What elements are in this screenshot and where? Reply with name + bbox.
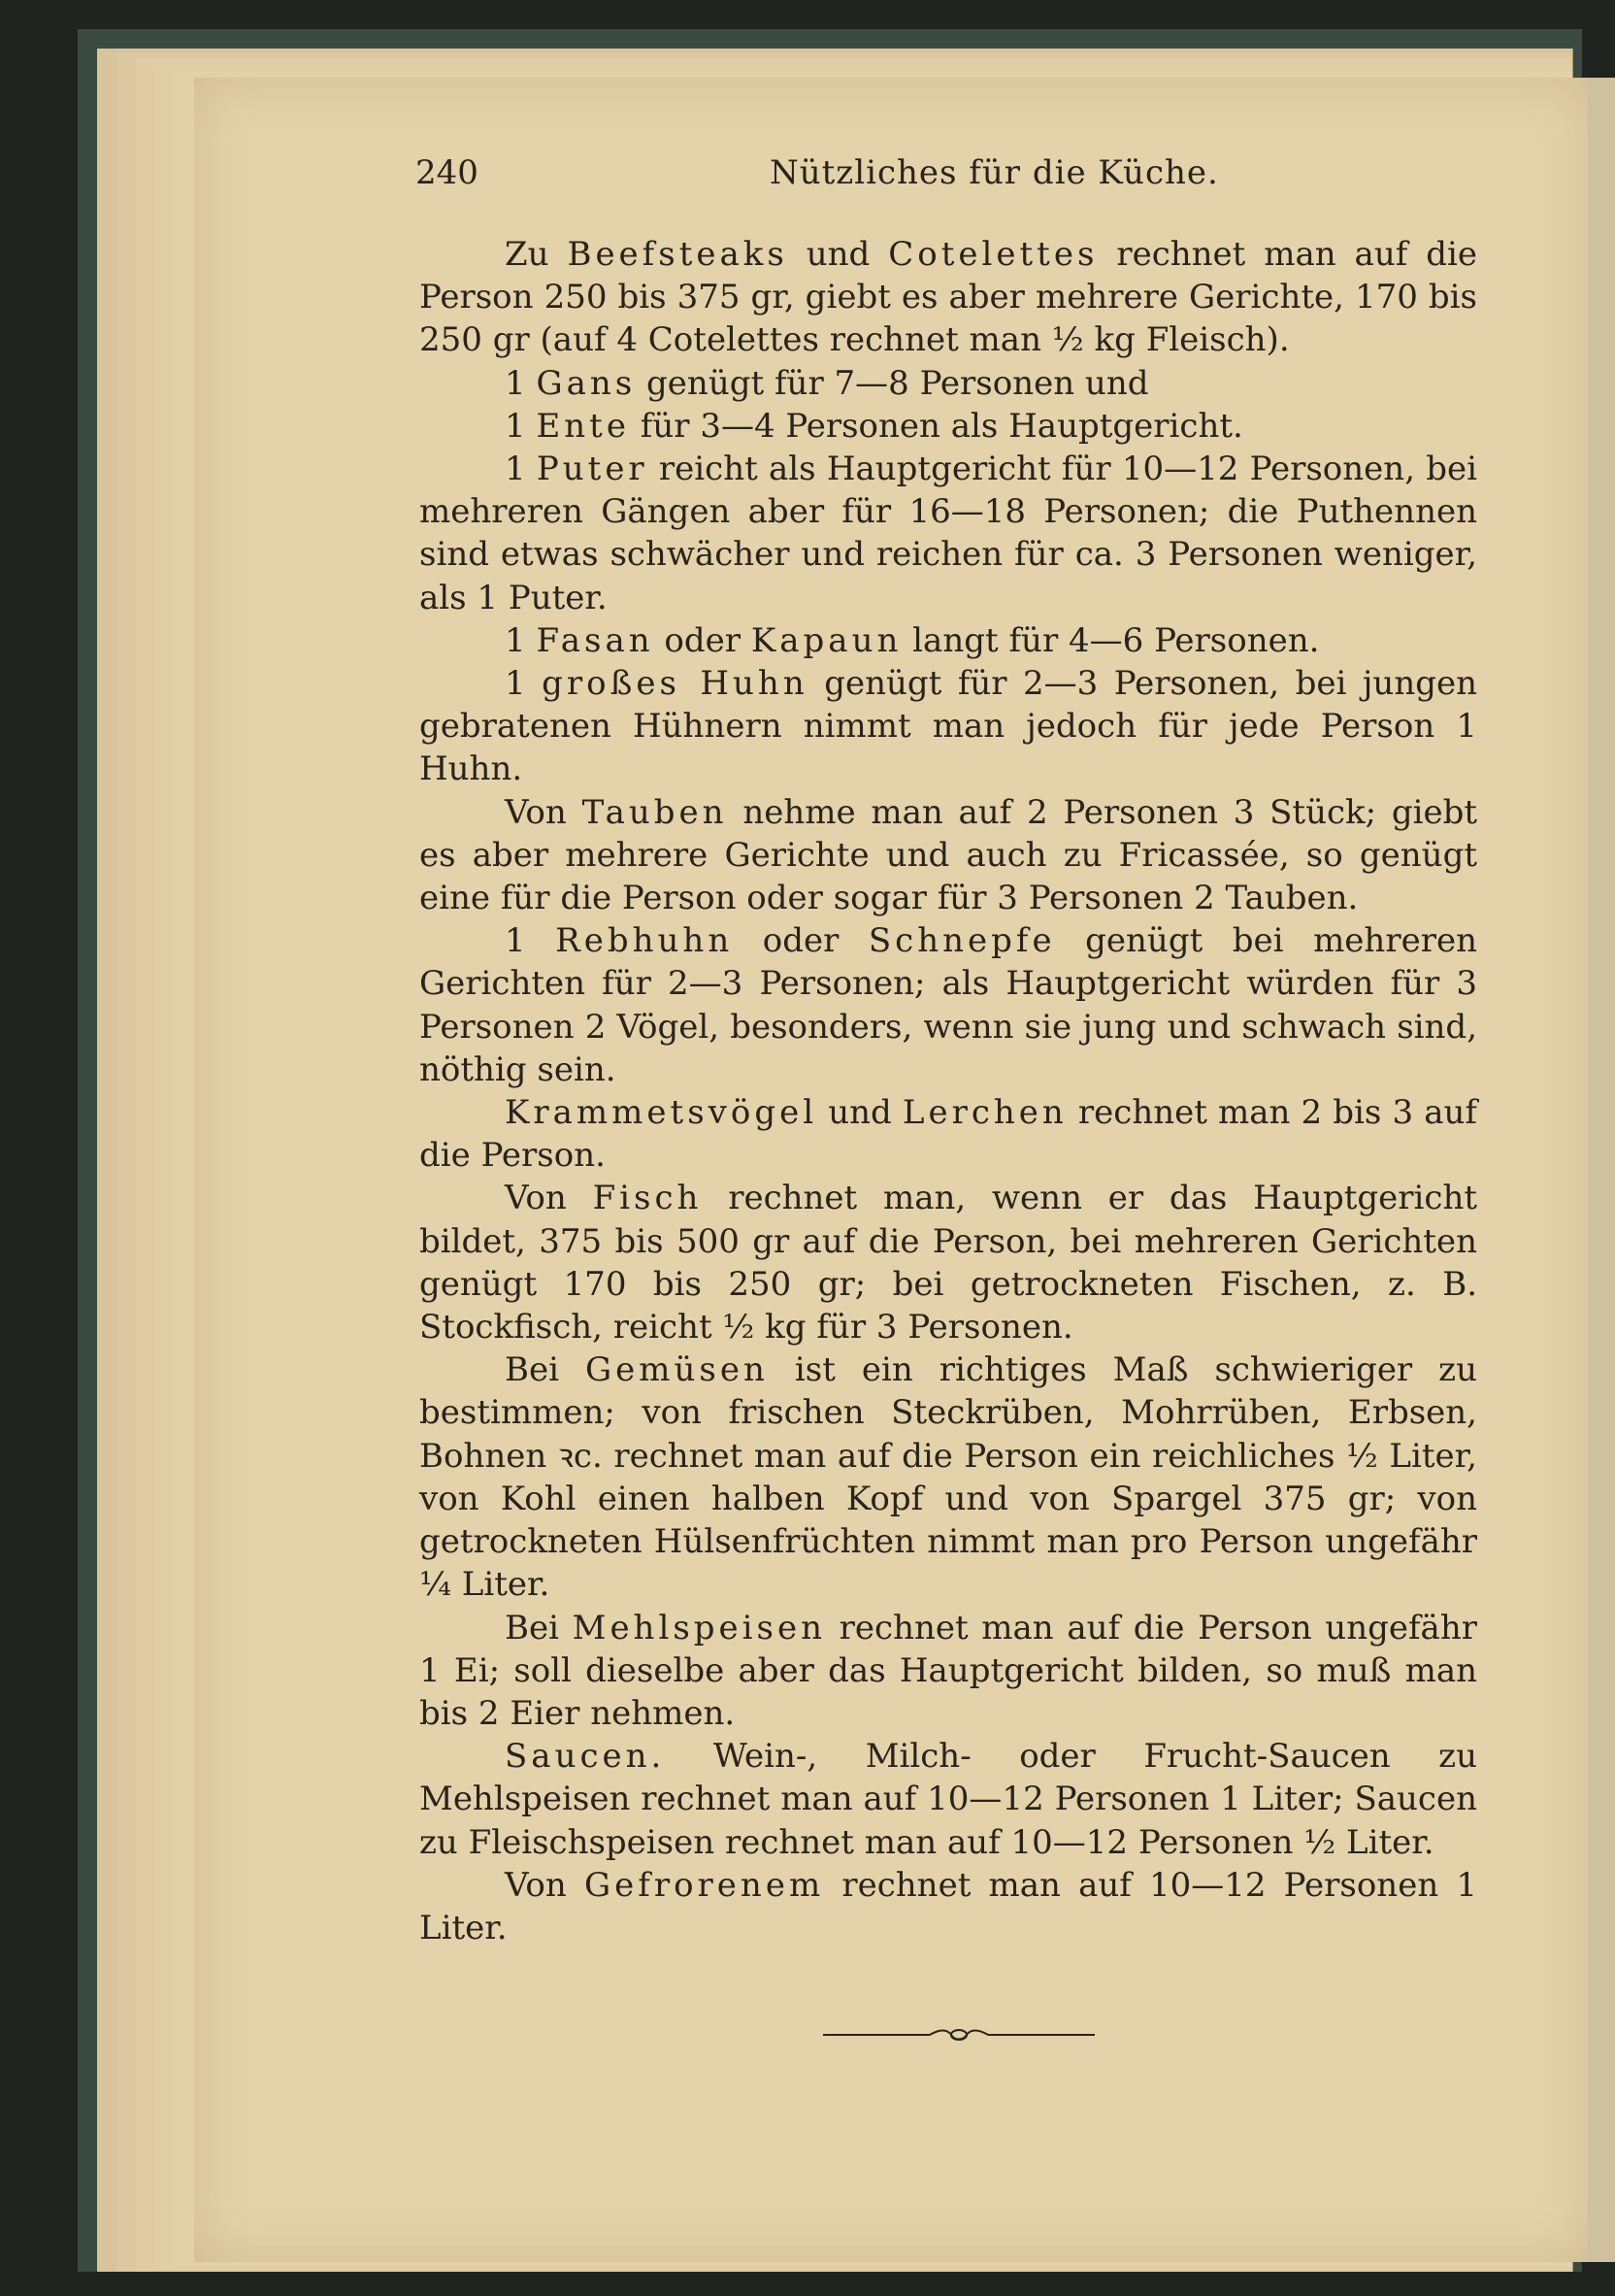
paragraph: 1 Ente für 3—4 Personen als Hauptgericht.	[505, 406, 1243, 446]
paragraph: Bei Gemüsen ist ein richtiges Maß schwieriger zu bestimmen; von frischen Steckrüben, Mohrrüben, Erbsen, Bohnen ꝛc. rechnet man auf die Person ein reichliches ½ Liter, von Kohl einen halben Kopf und von Spargel 375 gr; von getrockneten Hülsenfrüchten nimmt man pro Person ungefähr ¼ Liter.	[419, 1350, 1477, 1605]
paragraph: 1 großes Huhn genügt für 2—3 Personen, bei jungen gebratenen Hühnern nimmt man jedoch für jede Person 1 Huhn.	[419, 664, 1477, 789]
body-text	[419, 233, 1477, 1949]
paragraph: Zu Beefsteaks und Cotelettes rechnet man auf die Person 250 bis 375 gr, giebt es aber mehrere Gerichte, 170 bis 250 gr (auf 4 Cotelettes rechnet man ½ kg Fleisch).	[419, 235, 1477, 360]
paragraph: 1 Gans genügt für 7—8 Personen und	[505, 363, 1149, 403]
paragraph: Von Fisch rechnet man, wenn er das Hauptgericht bildet, 375 bis 500 gr auf die Person, bei mehreren Gerichten genügt 170 bis 250 gr; bei getrockneten Fischen, z. B. Stockfisch, reicht ½ kg für 3 Personen.	[419, 1179, 1478, 1348]
page-number: 240	[415, 153, 478, 192]
paragraph: Von Gefrorenem rechnet man auf 10—12 Personen 1 Liter.	[419, 1865, 1478, 1947]
paragraph: Krammetsvögel und Lerchen rechnet man 2 bis 3 auf die Person.	[419, 1093, 1477, 1176]
binding-gutter	[1588, 78, 1615, 2262]
running-head: Nützliches für die Küche.	[770, 153, 1219, 192]
end-ornament-icon	[823, 2027, 1095, 2043]
page-header	[415, 153, 1483, 200]
paragraph: 1 Rebhuhn oder Schnepfe genügt bei mehreren Gerichten für 2—3 Personen; als Hauptgericht würden für 3 Personen 2 Vögel, besonders, wenn sie jung und schwach sind, nöthig sein.	[419, 921, 1477, 1089]
paragraph: Von Tauben nehme man auf 2 Personen 3 Stück; giebt es aber mehrere Gerichte und auch zu Fricassée, so genügt eine für die Person oder sogar für 3 Personen 2 Tauben.	[419, 792, 1478, 918]
paragraph: Bei Mehlspeisen rechnet man auf die Person ungefähr 1 Ei; soll dieselbe aber das Hauptgericht bilden, so muß man bis 2 Eier nehmen.	[419, 1608, 1477, 1733]
paragraph: 1 Fasan oder Kapaun langt für 4—6 Personen.	[505, 620, 1320, 660]
paragraph: 1 Puter reicht als Hauptgericht für 10—12 Personen, bei mehreren Gängen aber für 16—18 Personen; die Puthennen sind etwas schwächer und reichen für ca. 3 Personen weniger, als 1 Puter.	[419, 449, 1477, 617]
paragraph: Saucen. Wein-, Milch- oder Frucht-Saucen zu Mehlspeisen rechnet man auf 10—12 Personen 1 Liter; Saucen zu Fleischspeisen rechnet man auf 10—12 Personen ½ Liter.	[419, 1737, 1477, 1862]
